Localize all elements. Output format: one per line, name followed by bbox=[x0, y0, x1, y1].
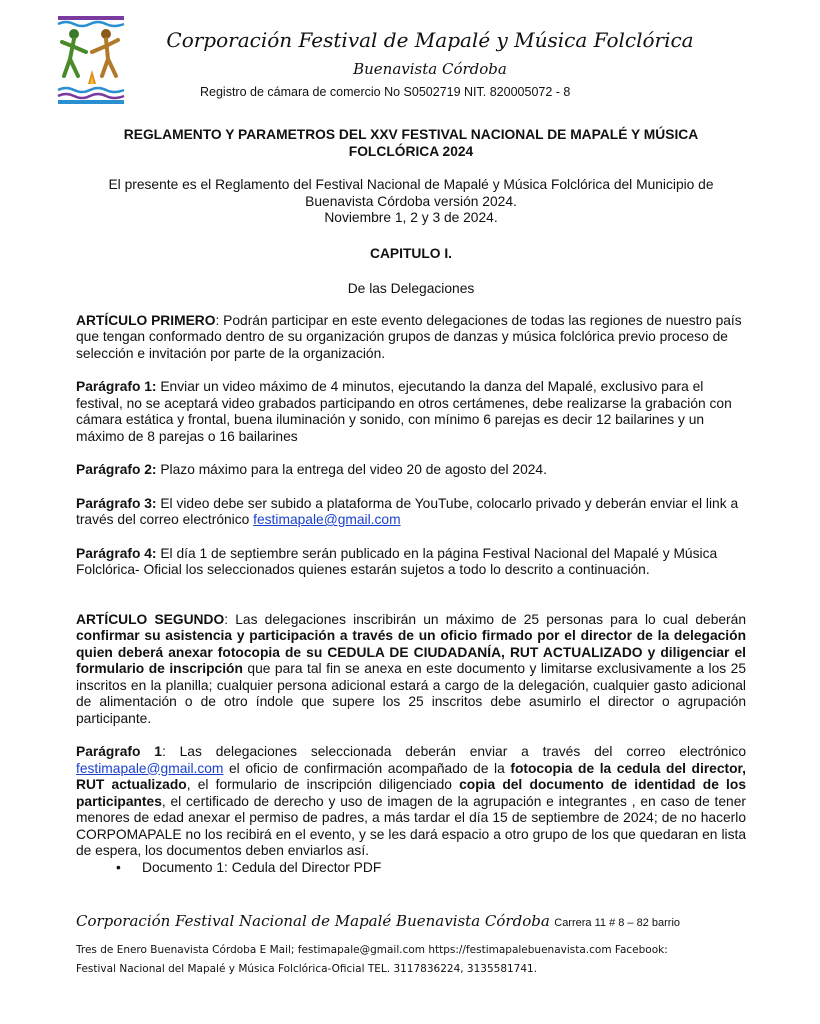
article-1-label: ARTÍCULO PRIMERO bbox=[76, 312, 216, 328]
document-title bbox=[76, 127, 746, 160]
paragraph-3-label: Parágrafo 3: bbox=[76, 495, 157, 511]
paragraph-3-text: El video debe ser subido a plataforma de YouTube, colocarlo privado y deberán enviar el link a través del correo electrónico bbox=[76, 495, 739, 527]
footer-line-2: Tres de Enero Buenavista Córdoba E Mail; festimapale@gmail.com https://festimapalebuenavista.com Facebook: bbox=[76, 944, 668, 956]
registry-info: Registro de cámara de comercio No S0502719 NIT. 820005072 - 8 bbox=[200, 85, 571, 99]
article-2-paragraph-1-label: Parágrafo 1 bbox=[76, 744, 162, 759]
article-2 bbox=[76, 612, 746, 728]
article-2-paragraph-1-text-d: , el formulario de inscripción diligenciado bbox=[186, 777, 460, 792]
article-1-paragraph-4 bbox=[76, 546, 746, 579]
article-2-paragraph-1-text-b: el oficio de confirmación acompañado de la bbox=[223, 760, 511, 776]
footer-line-3: Festival Nacional del Mapalé y Música Folclórica-Oficial TEL. 3117836224, 3135581741. bbox=[76, 963, 538, 975]
article-2-paragraph-1-text-f: , el certificado de derecho y uso de imagen de la agrupación e integrantes , en caso de tener menores de edad anexar el permiso de padres, a más tardar el día 15 de septiembre de 2024; de no hacerlo CORPOMAPALE no los recibirá en el evento, y se les dará espacio a otro grupo de los que quedaran en lista de espera, los documentos deben enviarlos así. bbox=[76, 793, 746, 858]
intro-line2: Buenavista Córdoba versión 2024. bbox=[305, 193, 517, 209]
paragraph-2-label: Parágrafo 2: bbox=[76, 462, 157, 477]
article-2-text-c: que para tal fin se anexa en este documento y limitarse exclusivamente a los 25 inscritos en la planilla; cualquier persona adicional estará a cargo de la delegación, cualquier gasto adicional de alimentación o de otro índole que supere los 25 inscritos debe asumirlo el director o agrupación participante. bbox=[76, 661, 746, 726]
article-2-text-a: : Las delegaciones inscribirán un máximo de 25 personas para lo cual deberán bbox=[224, 611, 746, 627]
article-1-text: : Podrán participar en este evento delegaciones de todas las regiones de nuestro país que tengan conformado dentro de su organización grupos de danzas y música folclórica previo proceso de selección e invitación por parte de la organización. bbox=[76, 312, 742, 361]
chapter-subtitle: De las Delegaciones bbox=[347, 281, 475, 296]
intro-line3: Noviembre 1, 2 y 3 de 2024. bbox=[324, 210, 498, 225]
article-1-paragraph-2 bbox=[76, 462, 746, 479]
document-title-line2: FOLCLÓRICA 2024 bbox=[348, 143, 474, 159]
bullet-item-text: Documento 1: Cedula del Director PDF bbox=[142, 859, 382, 875]
paragraph-4-text: El día 1 de septiembre serán publicado en la página Festival Nacional del Mapalé y Música Folclórica- Oficial los seleccionados quienes estarán sujetos a todo lo descrito a continuación. bbox=[76, 545, 718, 577]
document-title-line1: REGLAMENTO Y PARAMETROS DEL XXV FESTIVAL NACIONAL DE MAPALÉ Y MÚSICA bbox=[123, 127, 699, 142]
paragraph-2-text: Plazo máximo para la entrega del video 20 de agosto del 2024. bbox=[156, 462, 547, 477]
paragraph-1-text: Enviar un video máximo de 4 minutos, ejecutando la danza del Mapalé, exclusivo para el festival, no se aceptará video grabados participando en otros certámenes, debe realizarse la grabación con cámara estática y frontal, buena iluminación y sonido, con mínimo 6 parejas es decir 12 bailarines y un máximo de 8 parejas o 16 bailarines bbox=[76, 379, 732, 444]
footer-line-1 bbox=[76, 912, 776, 931]
article-2-paragraph-1-bold-c: fotocopia de la cedula del director, RUT actualizado bbox=[76, 760, 746, 792]
bullet-item bbox=[76, 860, 746, 877]
intro bbox=[76, 177, 746, 227]
paragraph-4-label: Parágrafo 4: bbox=[76, 545, 157, 561]
article-2-paragraph-1-text-a: : Las delegaciones seleccionada deberán enviar a través del correo electrónico bbox=[161, 744, 746, 759]
footer-script-name: Corporación Festival Nacional de Mapalé Buenavista Córdoba bbox=[76, 912, 550, 930]
article-2-bold-b: confirmar su asistencia y participación a través de un oficio firmado por el director de la delegación quien deberá anexar fotocopia de su CEDULA DE CIUDADANÍA, RUT ACTUALIZADO y diligenciar el formulario de inscripción bbox=[76, 628, 746, 676]
bullet-symbol: • bbox=[116, 859, 121, 875]
email-link-2[interactable]: festimapale@gmail.com bbox=[76, 760, 224, 776]
article-2-paragraph-1 bbox=[76, 744, 746, 860]
article-2-paragraph-1-bold-e: copia del documento de identidad de los participantes bbox=[76, 777, 746, 809]
article-1-paragraph-1 bbox=[76, 379, 746, 445]
article-1-paragraph-3 bbox=[76, 496, 746, 529]
paragraph-1-label: Parágrafo 1: bbox=[76, 379, 157, 394]
footer-address: Carrera 11 # 8 – 82 barrio bbox=[554, 917, 681, 929]
document-body bbox=[76, 127, 746, 876]
organization-location: Buenavista Córdoba bbox=[353, 60, 507, 78]
organization-name: Corporación Festival de Mapalé y Música Folclórica bbox=[166, 28, 694, 52]
footer-contact bbox=[76, 941, 776, 979]
chapter-heading: CAPITULO I. bbox=[369, 245, 452, 261]
article-1 bbox=[76, 313, 746, 363]
intro-line1: El presente es el Reglamento del Festival Nacional de Mapalé y Música Folclórica del Municipio de bbox=[108, 177, 714, 192]
email-link[interactable]: festimapale@gmail.com bbox=[253, 512, 401, 527]
article-2-label: ARTÍCULO SEGUNDO bbox=[76, 611, 225, 627]
